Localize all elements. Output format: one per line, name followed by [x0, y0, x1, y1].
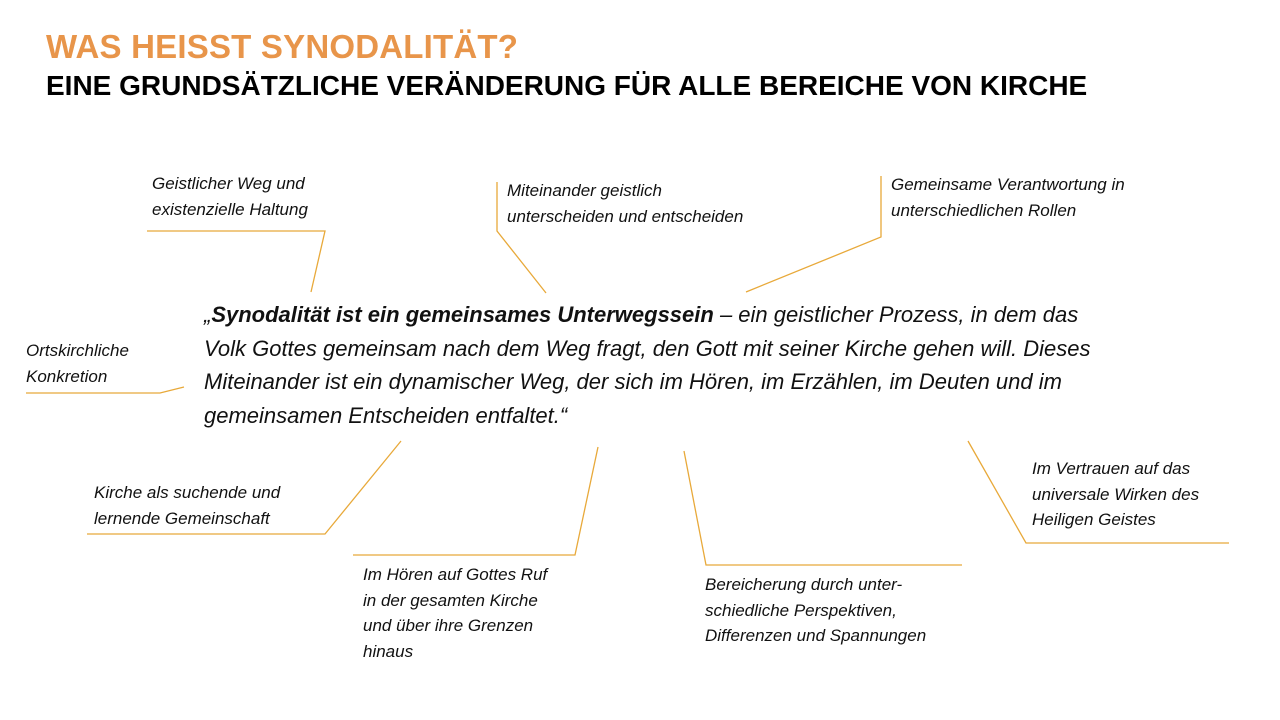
connector-bereicherung: [684, 451, 962, 565]
label-ortskirchliche: [26, 338, 129, 389]
connector-geistlicher-weg: [147, 231, 325, 292]
slide-subtitle: EINE GRUNDSÄTZLICHE VERÄNDERUNG FÜR ALLE BEREICHE VON KIRCHE: [46, 70, 1088, 101]
quote-bold-text: Synodalität ist ein gemeinsames Unterwegssein: [211, 302, 714, 327]
label-line: schiedliche Perspektiven,: [705, 600, 897, 620]
central-quote: [204, 298, 1094, 432]
label-line: Konkretion: [26, 366, 108, 386]
quote-rest-text: – ein geistlicher Prozess, in dem das Volk Gottes gemeinsam nach dem Weg fragt, den Gott mit seiner Kirche gehen will. Dieses Miteinander ist ein dynamischer Weg, der sich im Hören, im Erzählen, im Deuten und im gemeinsamen Entscheiden entfaltet.: [204, 302, 1091, 428]
label-line: Heiligen Geistes: [1032, 510, 1156, 530]
label-line: in der gesamten Kirche: [363, 590, 538, 610]
slide-title: WAS HEISST SYNODALITÄT?: [46, 28, 519, 65]
label-line: und über ihre Grenzen: [363, 616, 534, 636]
label-line: Kirche als suchende und: [94, 483, 281, 502]
label-line: Im Vertrauen auf das: [1032, 459, 1191, 478]
quote-open-mark: „: [204, 302, 212, 327]
label-bereicherung: [705, 572, 926, 649]
quote-close-mark: “: [559, 402, 568, 428]
label-line: Miteinander geistlich: [507, 181, 662, 200]
label-line: lernende Gemeinschaft: [94, 508, 270, 528]
label-line: Im Hören auf Gottes Ruf: [363, 565, 548, 584]
connector-verantwortung: [746, 176, 881, 292]
label-line: Ortskirchliche: [26, 341, 129, 360]
label-vertrauen: [1032, 456, 1199, 533]
label-line: Differenzen und Spannungen: [705, 626, 927, 646]
label-miteinander: [507, 178, 743, 229]
label-hoeren: [363, 562, 547, 664]
label-line: Geistlicher Weg und: [152, 174, 305, 193]
label-kirche-suchend: [94, 480, 280, 531]
label-line: existenzielle Haltung: [152, 199, 308, 219]
label-verantwortung: [891, 172, 1125, 223]
label-geistlicher-weg: [152, 171, 308, 222]
label-line: unterschiedlichen Rollen: [891, 200, 1077, 220]
label-line: Bereicherung durch unter-: [705, 575, 903, 594]
label-line: Gemeinsame Verantwortung in: [891, 175, 1125, 194]
label-line: hinaus: [363, 641, 414, 661]
connector-hoeren: [353, 447, 598, 555]
label-line: unterscheiden und entscheiden: [507, 206, 744, 226]
label-line: universale Wirken des: [1032, 484, 1200, 504]
